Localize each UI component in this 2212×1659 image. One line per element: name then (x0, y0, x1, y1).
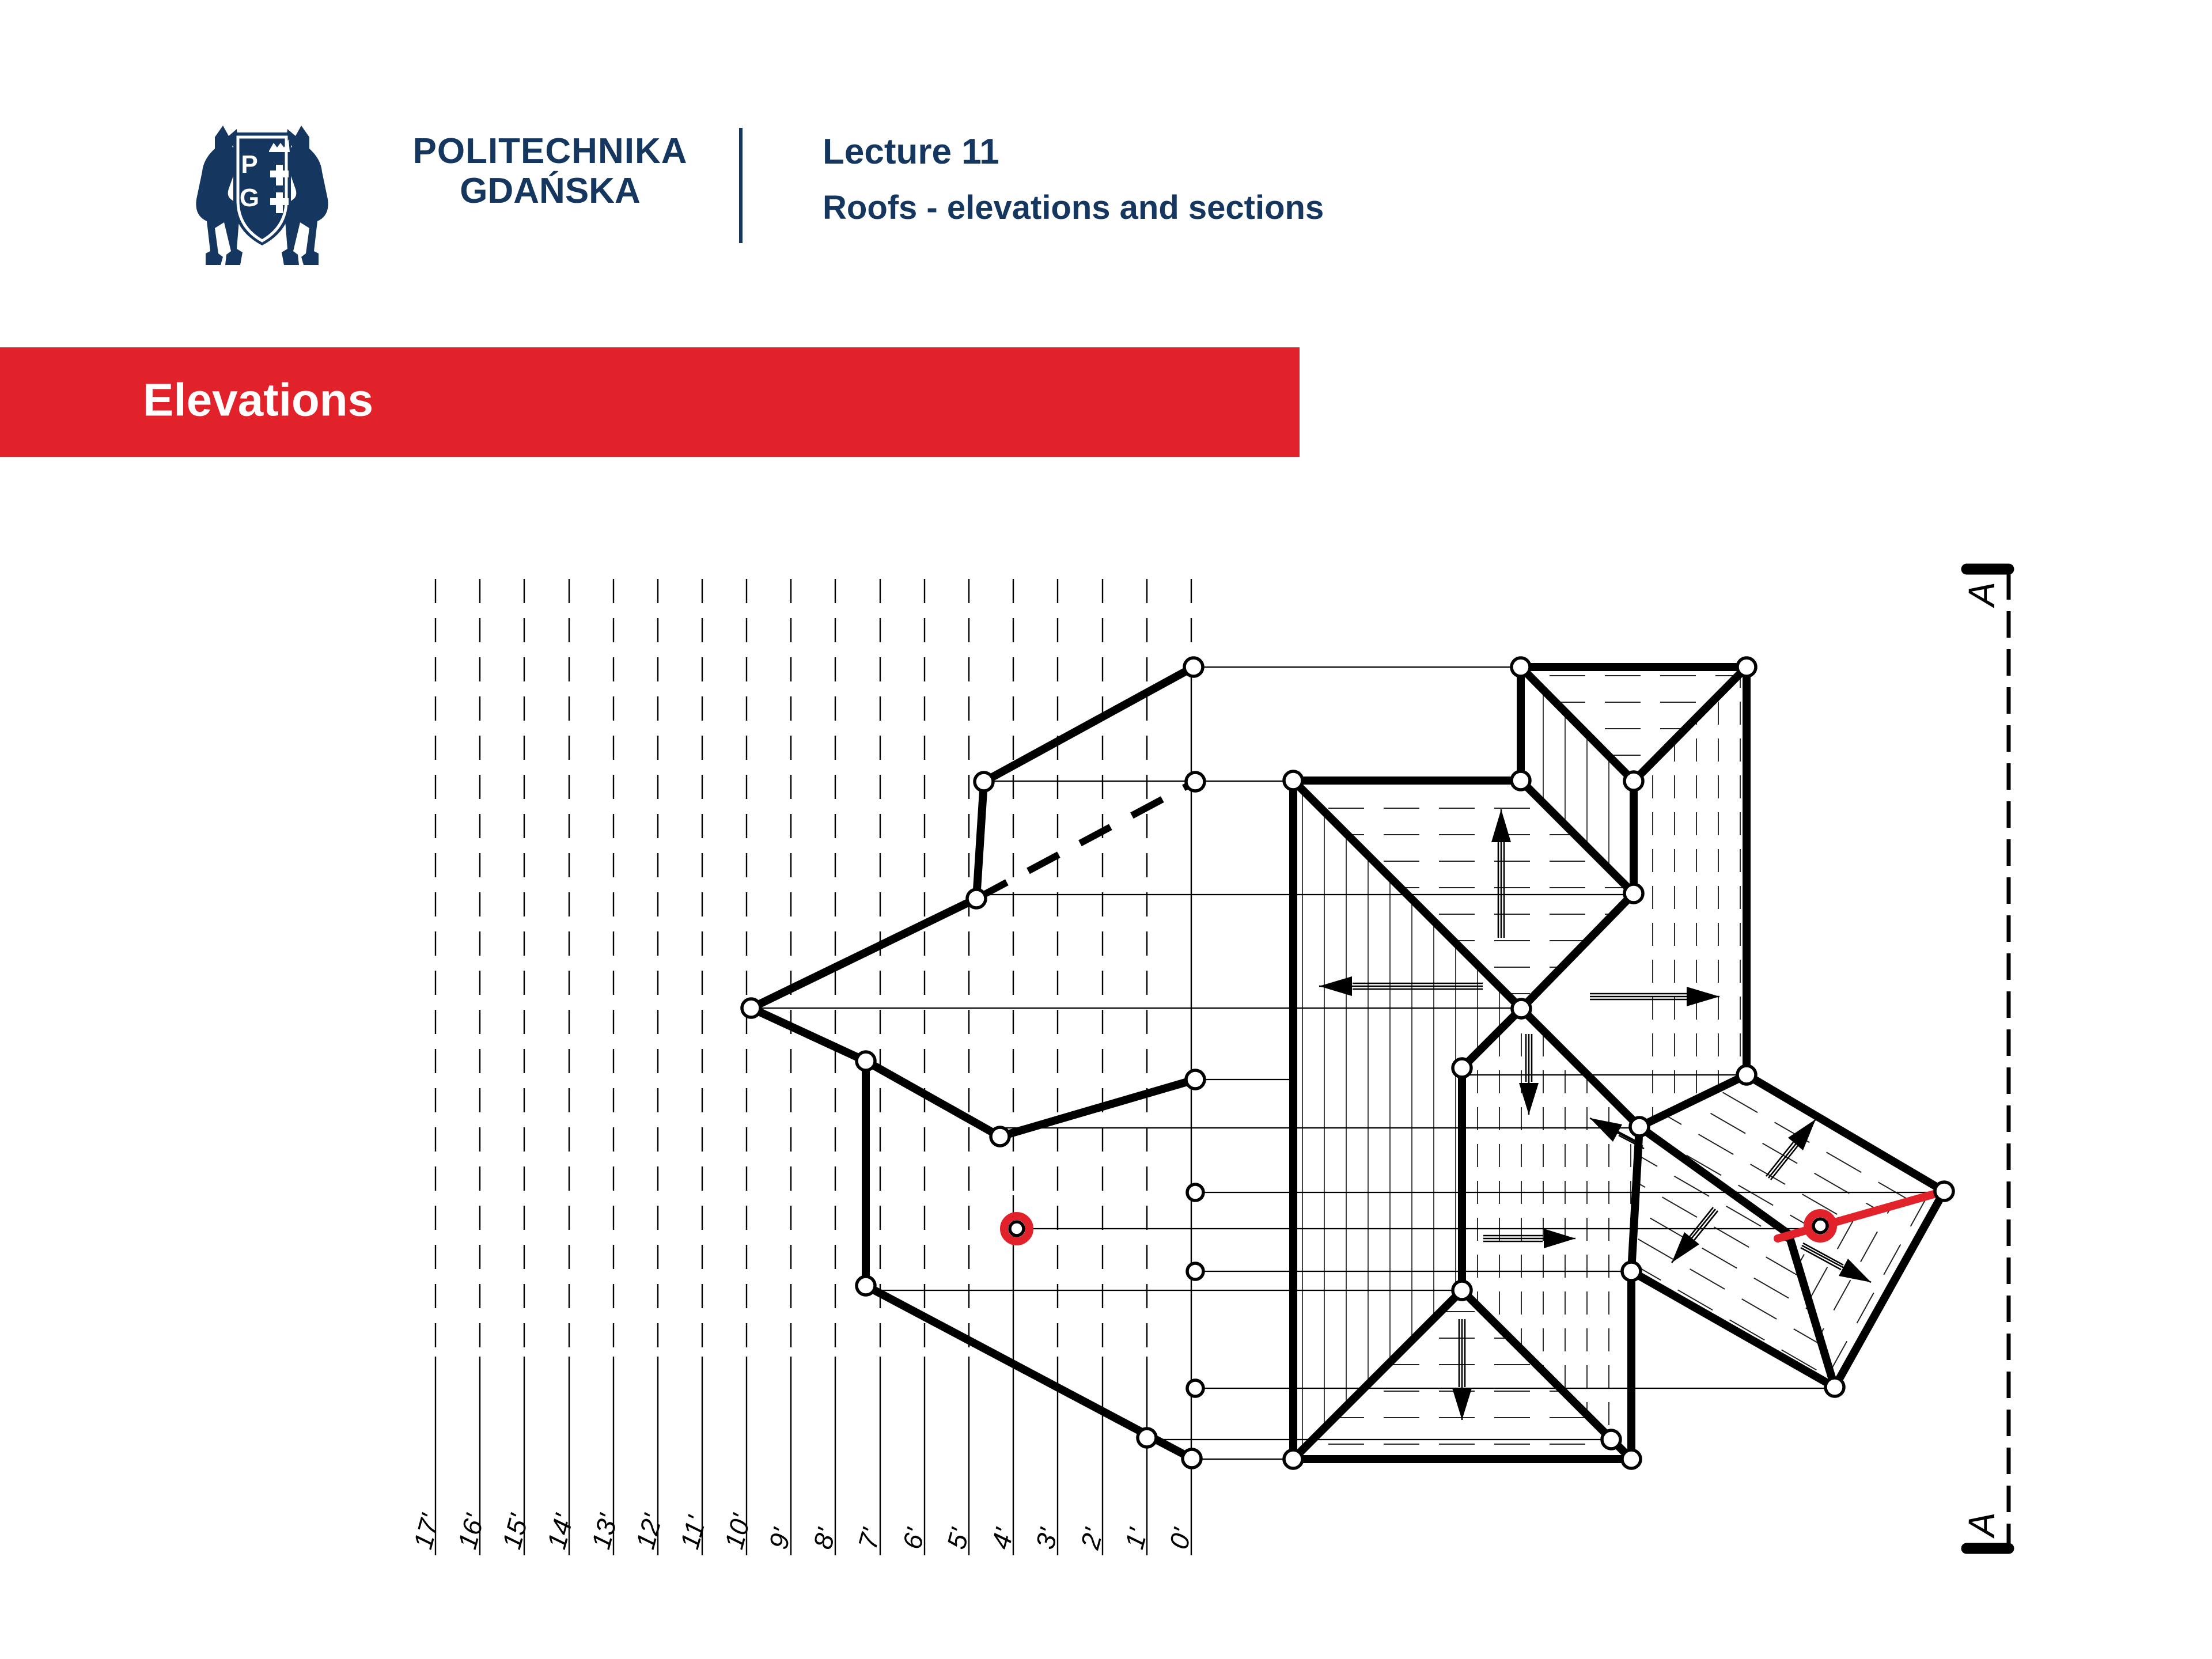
logo-letter-g: G (239, 184, 260, 212)
left-wing-outline (751, 667, 1195, 1459)
axis-label: 5' (941, 1525, 975, 1552)
university-name-line1: POLITECHNIKA (412, 131, 688, 171)
axis-label: 13' (585, 1511, 624, 1552)
axis-label: 8' (807, 1525, 842, 1552)
axis-label: 16' (452, 1511, 490, 1552)
section-label-bottom: A (1961, 1512, 2002, 1537)
axis-label: 14' (541, 1511, 579, 1552)
axis-label: 2' (1074, 1525, 1109, 1552)
hidden-edge-dashed (976, 782, 1195, 899)
axis-label: 12' (630, 1511, 668, 1552)
axis-label: 15' (496, 1511, 535, 1552)
projection-grid (435, 579, 1191, 1555)
axis-label: 17' (407, 1511, 446, 1552)
axis-label: 6' (896, 1525, 931, 1552)
roof-hatching (1293, 667, 1944, 1459)
axis-label: 0' (1163, 1525, 1198, 1552)
axis-label: 7' (852, 1525, 887, 1552)
axis-label: 4' (985, 1525, 1020, 1552)
section-banner-title: Elevations (143, 374, 374, 426)
lecture-title: Lecture 11 (823, 132, 999, 172)
axis-label: 9' (763, 1525, 797, 1552)
axis-label: 1' (1119, 1525, 1153, 1552)
axis-label: 11' (674, 1513, 712, 1552)
axis-label: 3' (1029, 1525, 1064, 1552)
axis-label: 10' (718, 1511, 757, 1552)
lecture-subtitle: Roofs - elevations and sections (823, 189, 1324, 226)
university-name-line2: GDAŃSKA (460, 171, 641, 211)
section-line (1961, 569, 2009, 1548)
logo-letter-p: P (241, 150, 258, 179)
projection-axis-labels (407, 1510, 1198, 1552)
section-label-top: A (1961, 582, 2002, 607)
